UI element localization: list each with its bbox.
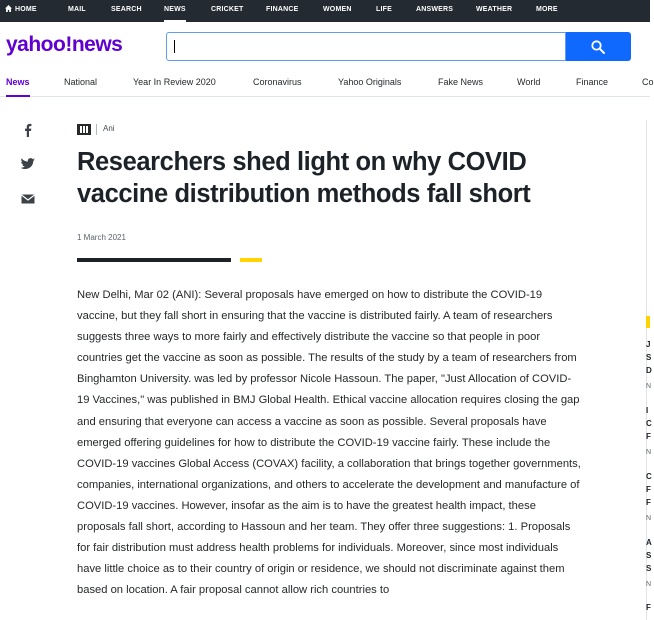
rail-story-4-line-2[interactable]: S (646, 551, 652, 560)
tab-year-in-review-2020[interactable]: Year In Review 2020 (133, 77, 216, 87)
rail-story-3-title[interactable]: C (646, 472, 652, 481)
rail-story-3-line-2[interactable]: F (646, 485, 651, 494)
top-navigation-bar (0, 0, 650, 22)
tab-overflow[interactable]: Co (642, 77, 654, 87)
source-name[interactable]: Ani (103, 124, 115, 133)
rail-story-3-meta: N (646, 515, 652, 522)
rail-story-4-line-3[interactable]: S (646, 564, 652, 573)
rail-story-2-meta: N (646, 449, 652, 456)
tab-national[interactable]: National (64, 77, 98, 87)
rail-story-4-meta: N (646, 581, 652, 588)
rail-story-1-line-3[interactable]: D (646, 366, 652, 375)
topbar-life-link[interactable]: LIFE (376, 6, 392, 13)
tab-fake-news[interactable]: Fake News (438, 77, 484, 87)
source-logo[interactable] (77, 124, 91, 135)
tab-world[interactable]: World (517, 77, 541, 87)
logo-product: news (71, 33, 123, 56)
topbar-home-label: HOME (15, 6, 37, 13)
topbar-search-link[interactable]: SEARCH (111, 6, 142, 13)
mail-icon[interactable] (20, 192, 36, 206)
tab-yahoo-originals[interactable]: Yahoo Originals (338, 77, 402, 87)
rail-story-1-title[interactable]: J (646, 340, 651, 349)
rail-story-1-meta: N (646, 383, 652, 390)
article-headline: Researchers shed light on why COVID vaccine distribution methods fall short (77, 148, 531, 208)
rail-story-2-line-3[interactable]: F (646, 432, 651, 441)
source-divider (96, 124, 97, 135)
search-button[interactable] (566, 32, 631, 61)
rail-story-2-title[interactable]: I (646, 406, 649, 415)
topbar-answers-link[interactable]: ANSWERS (416, 6, 454, 13)
topbar-weather-link[interactable]: WEATHER (476, 6, 513, 13)
tab-finance[interactable]: Finance (576, 77, 609, 87)
rail-story-2-line-2[interactable]: C (646, 419, 652, 428)
tab-coronavirus[interactable]: Coronavirus (253, 77, 302, 87)
headline-rule (77, 258, 231, 262)
headline-rule-accent (240, 258, 262, 262)
topbar-more-link[interactable]: MORE (536, 6, 558, 13)
search-icon (591, 40, 605, 54)
home-icon (5, 5, 12, 12)
facebook-icon[interactable] (20, 123, 36, 137)
topbar-home-link[interactable] (5, 0, 37, 22)
article-body: New Delhi, Mar 02 (ANI): Several proposals have emerged on how to distribute the COVID-19 vaccine, but they fall short in ensuring that the vaccine is distributed fairly. A team of researchers suggests three ways to more fairly and effectively distribute the vaccine so that people in poor countries get the vaccine as soon as possible. The results of the study by a team of researchers from Binghamton University. was led by professor Nicole Hassoun. The paper, "Just Allocation of COVID-19 Vaccines," was published in BMJ Global Health. Ethical vaccine allocation requires closing the gap and ensuring that everyone can access a vaccine as soon as possible. Several proposals have emerged offering guidelines for how to distribute the COVID-19 vaccine fairly. These include the COVID-19 vaccines Global Access (COVAX) facility, a collaboration that brings together governments, companies, international organizations, and others to accelerate the development and manufacture of COVID-19 vaccines. However, insofar as the aim is to have the greatest health impact, these proposals fall short, according to Hassoun and her team. They offer three suggestions: 1. Proposals for fair distribution must address health problems for individuals. Moreover, since most individuals have little choice as to their country of origin or residence, we should not discriminate against them based on location. A fair proposal cannot allow rich countries to (77, 289, 581, 597)
text-cursor (174, 40, 175, 53)
tab-news[interactable]: News (6, 77, 30, 87)
section-navigation (0, 68, 654, 97)
rail-story-1-line-2[interactable]: S (646, 353, 652, 362)
yahoo-news-logo[interactable] (6, 33, 122, 61)
rail-story-3-line-3[interactable]: F (646, 498, 651, 507)
topbar-news-link[interactable]: NEWS (164, 0, 186, 22)
topbar-finance-link[interactable]: FINANCE (266, 6, 299, 13)
rail-story-5-title[interactable]: F (646, 603, 651, 612)
topbar-women-link[interactable]: WOMEN (323, 6, 352, 13)
search-input[interactable] (166, 32, 566, 61)
topbar-mail-link[interactable]: MAIL (68, 6, 86, 13)
article-date: 1 March 2021 (77, 233, 126, 242)
right-rail-accent (646, 316, 650, 328)
twitter-icon[interactable] (20, 157, 36, 171)
topbar-cricket-link[interactable]: CRICKET (211, 6, 244, 13)
rail-story-4-title[interactable]: A (646, 538, 652, 547)
logo-brand: yahoo! (6, 33, 72, 56)
